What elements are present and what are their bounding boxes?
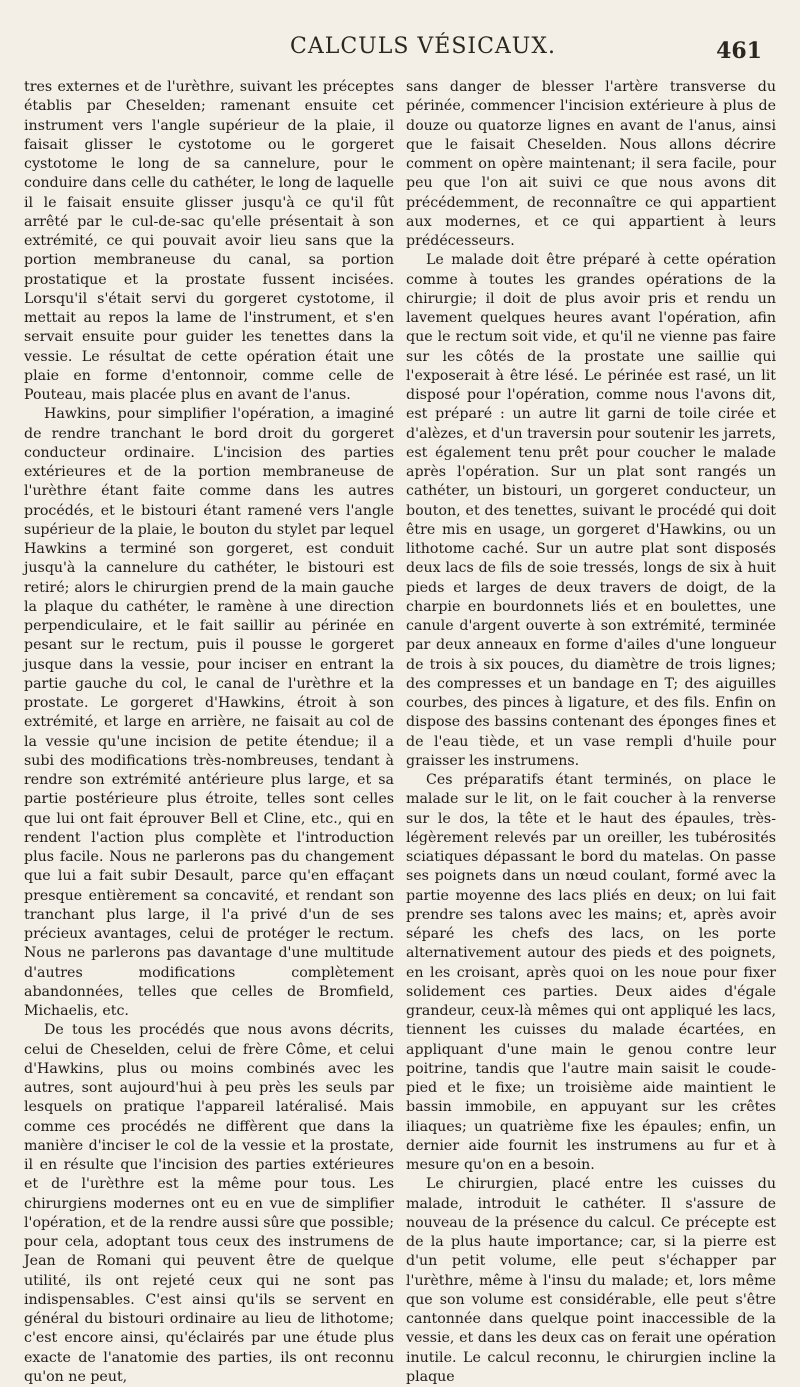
paragraph: sans danger de blesser l'artère transverse du périnée, commencer l'incision extérieure à plus de douze ou quatorze lignes en avant de l'anus, ainsi que le faisait Cheselden. Nous allons décrire comment on opère maintenant; il sera facile, pour peu que l'on ait suivi ce que nous avons dit précédemment, de reconnaître ce qui appartient aux modernes, et ce qui appartient à leurs prédécesseurs.	[406, 79, 776, 249]
paragraph: Le chirurgien, placé entre les cuisses du malade, introduit le cathéter. Il s'assure de nouveau de la présence du calcul. Ce précepte est de la plus haute importance; car, si la pierre est d'un petit volume, elle peut s'échapper par l'urèthre, même à l'insu du malade; et, lors même que son volume est considérable, elle peut s'être cantonnée dans quelque point inaccessible de la vessie, et dans les deux cas on ferait une opération inutile. Le calcul reconnu, le chirurgien incline la plaque	[406, 1176, 776, 1385]
paragraph: Le malade doit être préparé à cette opération comme à toutes les grandes opérations de la chirurgie; il doit de plus avoir pris et rendu un lavement quelques heures avant l'opération, afin que le rectum soit vide, et qu'il ne vienne pas faire sur les côtés de la prostate une saillie qui l'exposerait à être lésé. Le périnée est rasé, un lit disposé pour l'opération, comme nous l'avons dit, est préparé : un autre lit garni de toile cirée et d'alèzes, et d'un traversin pour soutenir les jarrets, est également tenu prêt pour coucher le malade après l'opération. Sur un plat sont rangés un cathéter, un bistouri, un gorgeret conducteur, un bouton, et des tenettes, suivant le procédé qui doit être mis en usage, un gorgeret d'Hawkins, ou un lithotome caché. Sur un autre plat sont disposés deux lacs de fils de soie tressés, longs de six à huit pieds et larges de deux travers de doigt, de la charpie en bourdonnets liés et en boulettes, une canule d'argent ouverte à son extrémité, terminée par deux anneaux en forme d'ailes d'une longueur de trois à six pouces, du diamètre de trois lignes; des compresses et un bandage en T; des aiguilles courbes, des pinces à ligature, et des fils. Enfin on dispose des bassins contenant des éponges fines et de l'eau tiède, et un vase rempli d'huile pour graisser les instrumens.	[406, 252, 776, 769]
page-number: 461	[716, 38, 762, 64]
paragraph: tres externes et de l'urèthre, suivant les préceptes établis par Cheselden; ramenant ensuite cet instrument vers l'angle supérieur de la plaie, il faisait glisser le cystotome ou le gorgeret cystotome le long de sa cannelure, pour le conduire dans celle du cathéter, le long de laquelle il le faisait ensuite glisser jusqu'à ce qu'il fût arrêté par le cul-de-sac qu'elle présentait à son extrémité, ce qui pouvait avoir lieu sans que la portion membraneuse du canal, sa portion prostatique et la prostate fussent incisées. Lorsqu'il s'était servi du gorgeret cystotome, il mettait au repos la lame de l'instrument, et s'en servait ensuite pour guider les tenettes dans la vessie. Le résultat de cette opération était une plaie en forme d'entonnoir, comme celle de Pouteau, mais placée plus en avant de l'anus.	[24, 79, 394, 403]
running-title: CALCULS VÉSICAUX.	[290, 34, 557, 59]
paragraph: Ces préparatifs étant terminés, on place le malade sur le lit, on le fait coucher à la renverse sur le dos, la tête et le haut des épaules, très-légèrement relevés par un oreiller, les tubérosités sciatiques dépassant le bord du matelas. On passe ses poignets dans un nœud coulant, formé avec la partie moyenne des lacs pliés en deux; on lui fait prendre ses talons avec les mains; et, après avoir séparé les chefs des lacs, on les porte alternativement autour des pieds et des poignets, en les croisant, après quoi on les noue pour fixer solidement ces parties. Deux aides d'égale grandeur, ceux-là mêmes qui ont appliqué les lacs, tiennent les cuisses du malade écartées, en appliquant d'une main le genou contre leur poitrine, tandis que l'autre main saisit le coude-pied et le fixe; un troisième aide maintient le bassin immobile, en appuyant sur les crêtes iliaques; un quatrième fixe les épaules; enfin, un dernier aide fournit les instrumens au fur et à mesure qu'on en a besoin.	[406, 772, 776, 1173]
running-head	[0, 34, 800, 74]
paragraph: De tous les procédés que nous avons décrits, celui de Cheselden, celui de frère Côme, et celui d'Hawkins, plus ou moins combinés avec les autres, sont aujourd'hui à peu près les seuls par lesquels on pratique l'appareil latéralisé. Mais comme ces procédés ne diffèrent que dans la manière d'inciser le col de la vessie et la prostate, il en résulte que l'incision des parties extérieures et de l'urèthre est la même pour tous. Les chirurgiens modernes ont eu en vue de simplifier l'opération, et de la rendre aussi sûre que possible; pour cela, adoptant tous ceux des instrumens de Jean de Romani qui peuvent être de quelque utilité, ils ont rejeté ceux qui ne sont pas indispensables. C'est ainsi qu'ils se servent en général du bistouri ordinaire au lieu de lithotome; c'est encore ainsi, qu'éclairés par une étude plus exacte de l'anatomie des parties, ils ont reconnu qu'on ne peut,	[24, 1022, 394, 1385]
paragraph: Hawkins, pour simplifier l'opération, a imaginé de rendre tranchant le bord droit du gorgeret conducteur ordinaire. L'incision des parties extérieures et de la portion membraneuse de l'urèthre étant faite comme dans les autres procédés, et le bistouri étant ramené vers l'angle supérieur de la plaie, le bouton du stylet par lequel Hawkins a terminé son gorgeret, est conduit jusqu'à la cannelure du cathéter, le bistouri est retiré; alors le chirurgien prend de la main gauche la plaque du cathéter, le ramène à une direction perpendiculaire, et le fait saillir au périnée en pesant sur le rectum, puis il pousse le gorgeret jusque dans la vessie, pour inciser en entrant la partie gauche du col, le canal de l'urèthre et la prostate. Le gorgeret d'Hawkins, étroit à son extrémité, et large en arrière, ne faisait au col de la vessie qu'une incision de petite étendue; il a subi des modifications très-nombreuses, tendant à rendre son extrémité antérieure plus large, et sa partie postérieure plus étroite, telles sont celles que lui ont fait éprouver Bell et Cline, etc., qui en rendent l'action plus complète et l'introduction plus facile. Nous ne parlerons pas du changement que lui a fait subir Desault, parce qu'en effaçant presque entièrement sa concavité, et rendant son tranchant plus large, il l'a privé d'un de ses précieux avantages, celui de protéger le rectum. Nous ne parlerons pas davantage d'une multitude d'autres modifications complètement abandonnées, telles que celles de Bromfield, Michaelis, etc.	[24, 406, 394, 1019]
right-column	[406, 78, 776, 1385]
left-column	[24, 78, 394, 1385]
